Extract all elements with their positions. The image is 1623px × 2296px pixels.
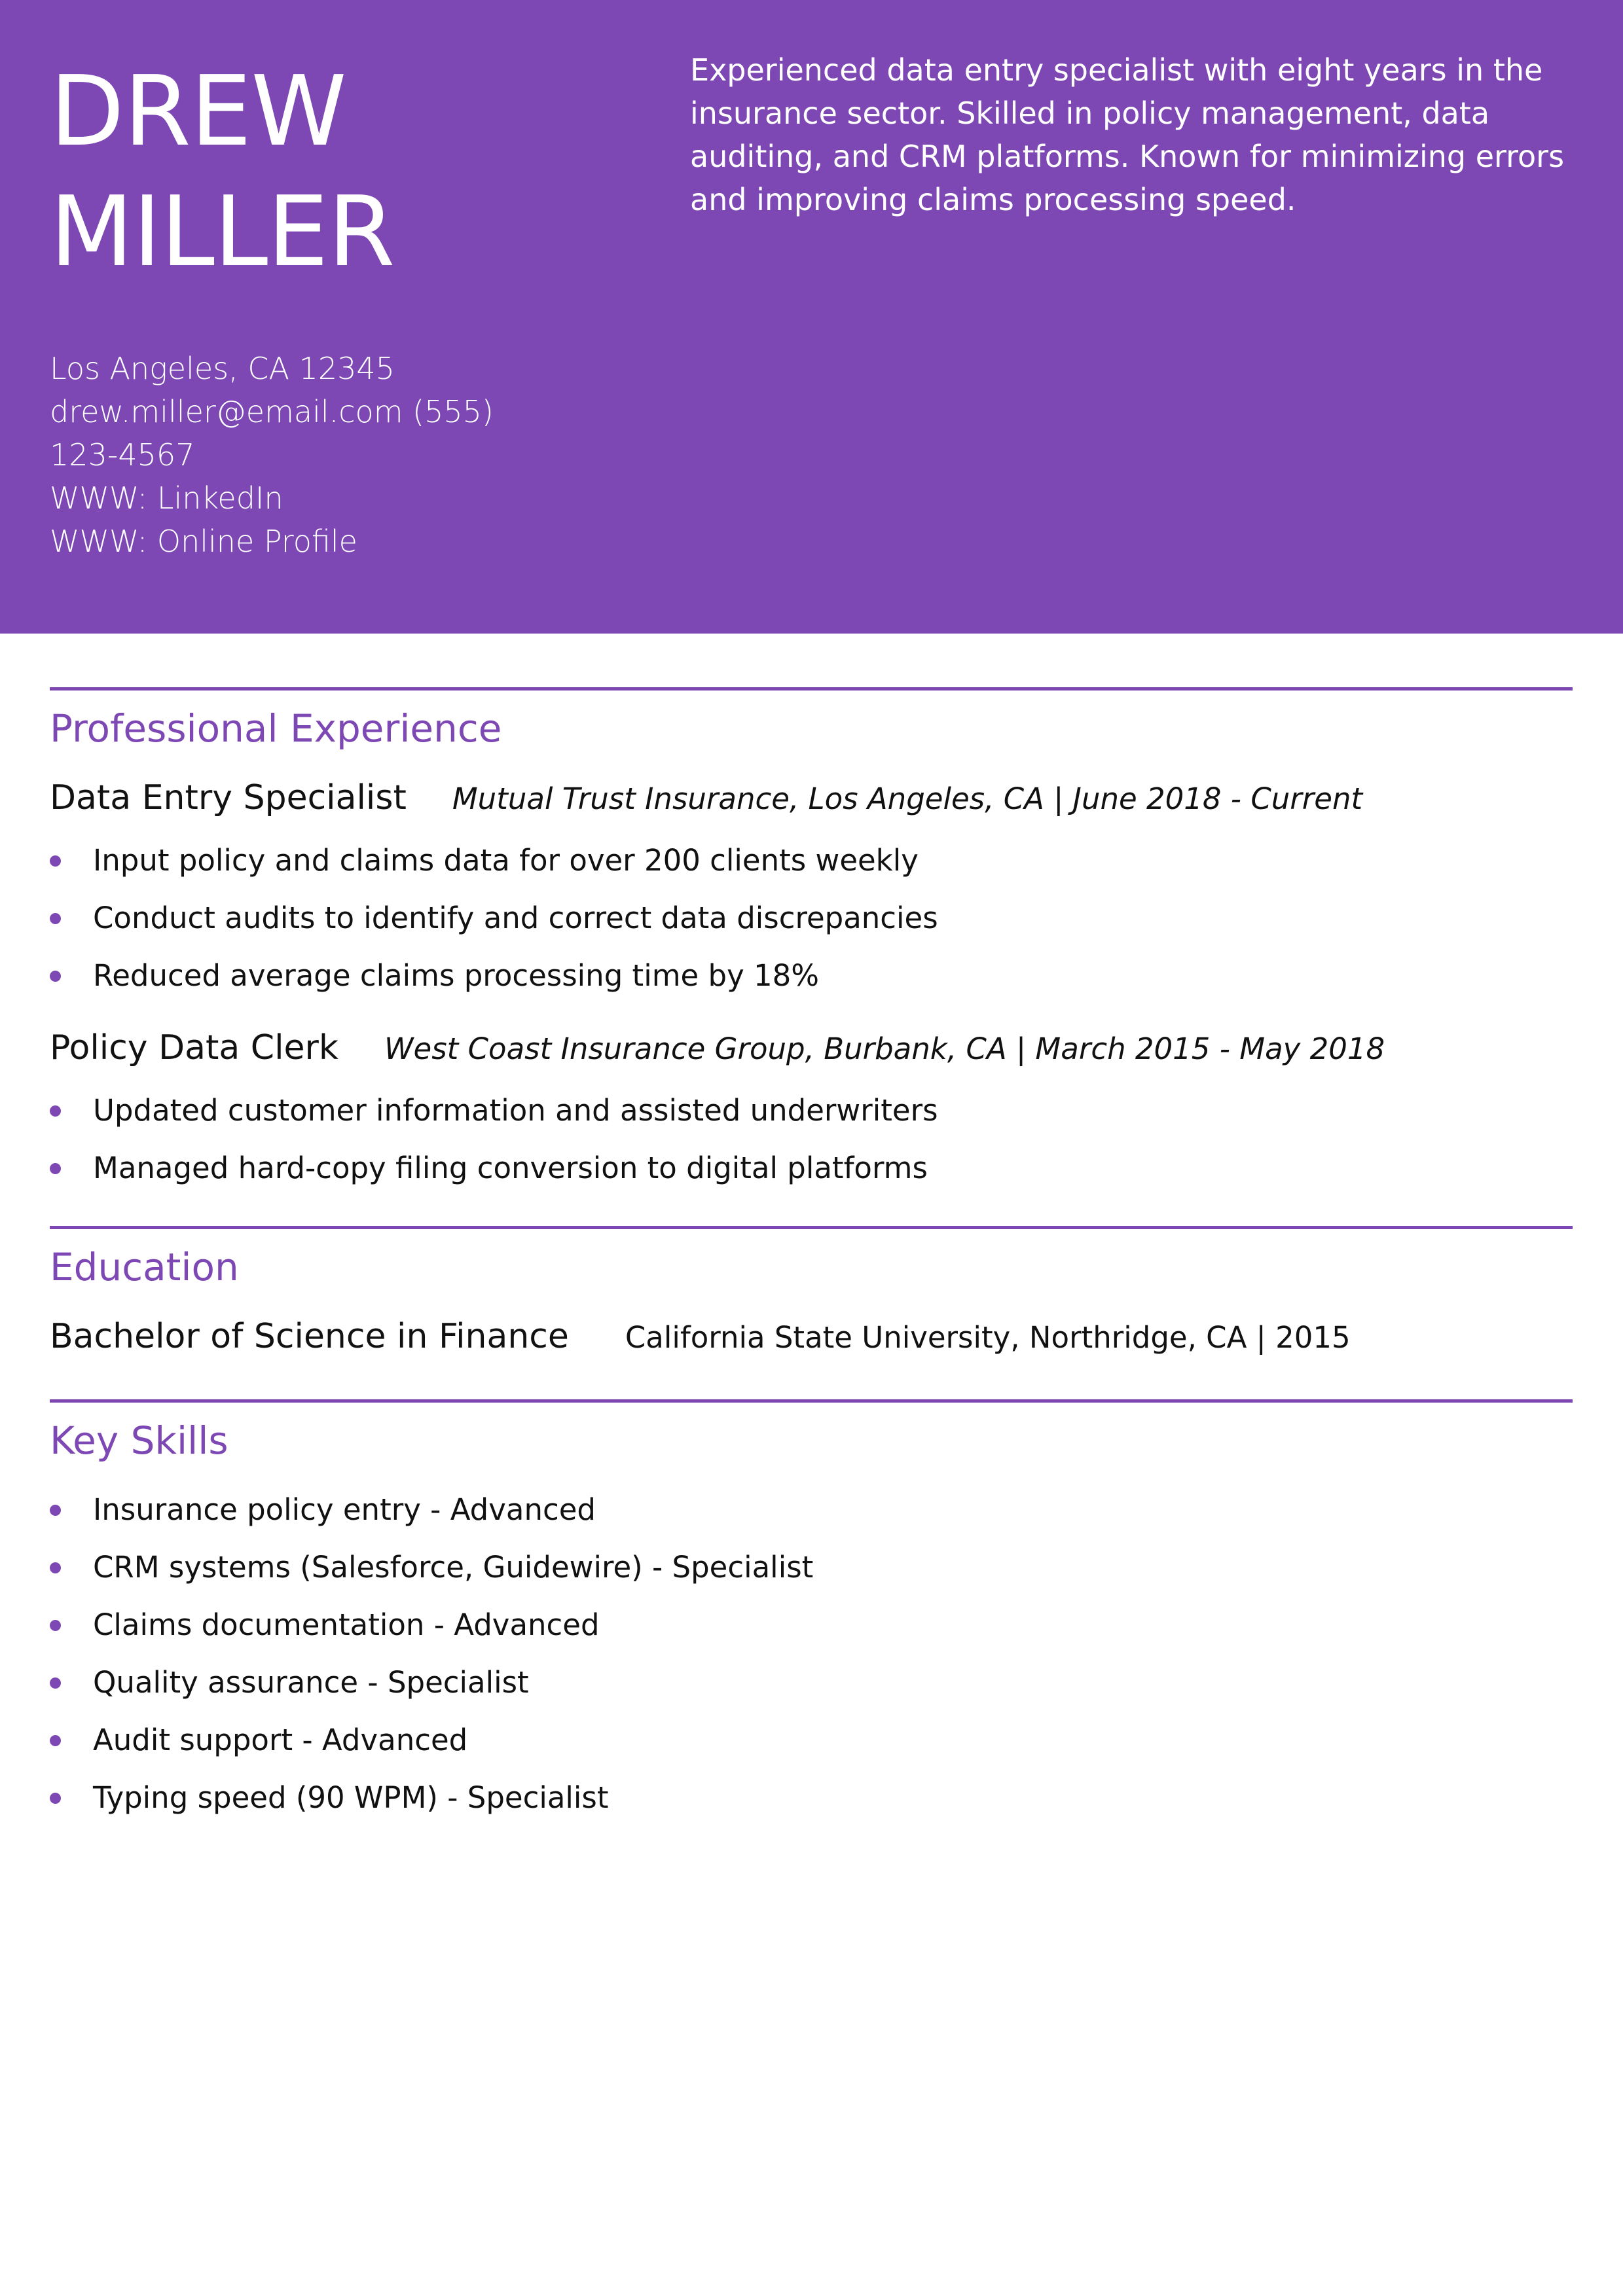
list-item [50, 1481, 1573, 1539]
school-info: California State University, Northridge, CA | 2015 [625, 1320, 1351, 1355]
list-item [50, 1654, 1573, 1712]
bullet-dot-icon [50, 1620, 61, 1631]
contact-info [50, 347, 521, 563]
experience-section [50, 687, 1573, 1197]
job-title: Data Entry Specialist [50, 778, 407, 817]
last-name: MILLER [50, 175, 395, 288]
job-entry [50, 774, 1573, 1005]
skills-section [50, 1399, 1573, 1827]
candidate-name [50, 51, 395, 292]
bullet-text: Updated customer information and assisted underwriters [93, 1093, 938, 1128]
education-entry [50, 1313, 1573, 1361]
section-title-experience: Professional Experience [50, 706, 502, 751]
job-entry [50, 1024, 1573, 1197]
bullet-text: Input policy and claims data for over 200 clients weekly [93, 843, 919, 878]
bullet-dot-icon [50, 1562, 61, 1573]
skill-text: CRM systems (Salesforce, Guidewire) - Specialist [93, 1550, 814, 1585]
job-header [50, 1024, 1573, 1073]
skill-text: Quality assurance - Specialist [93, 1665, 529, 1700]
job-bullets [50, 1082, 1573, 1197]
resume-header [0, 0, 1623, 634]
list-item [50, 1712, 1573, 1769]
job-company-dates: West Coast Insurance Group, Burbank, CA | March 2015 - May 2018 [384, 1031, 1385, 1066]
bullet-text: Reduced average claims processing time by 18% [93, 958, 820, 993]
skill-text: Claims documentation - Advanced [93, 1607, 600, 1642]
bullet-dot-icon [50, 1105, 61, 1117]
bullet-text: Conduct audits to identify and correct data discrepancies [93, 901, 938, 935]
bullet-dot-icon [50, 913, 61, 924]
bullet-dot-icon [50, 1735, 61, 1746]
job-title: Policy Data Clerk [50, 1028, 339, 1067]
bullet-dot-icon [50, 1163, 61, 1174]
section-title-skills: Key Skills [50, 1418, 228, 1463]
bullet-dot-icon [50, 1793, 61, 1804]
degree: Bachelor of Science in Finance [50, 1317, 569, 1356]
list-item [50, 832, 1573, 889]
list-item [50, 1539, 1573, 1596]
bullet-text: Managed hard-copy filing conversion to digital platforms [93, 1151, 928, 1185]
list-item [50, 1082, 1573, 1139]
bullet-dot-icon [50, 971, 61, 982]
skills-list [50, 1481, 1573, 1827]
linkedin-link[interactable]: WWW: LinkedIn [50, 480, 283, 516]
skill-text: Typing speed (90 WPM) - Specialist [93, 1780, 609, 1815]
bullet-dot-icon [50, 1677, 61, 1689]
list-item [50, 1769, 1573, 1827]
online-profile-link[interactable]: WWW: Online Profile [50, 524, 357, 559]
first-name: DREW [50, 55, 346, 168]
job-header [50, 774, 1573, 823]
list-item [50, 889, 1573, 947]
section-title-education: Education [50, 1245, 239, 1289]
resume-body [50, 687, 1573, 1827]
list-item [50, 1596, 1573, 1654]
professional-summary: Experienced data entry specialist with eight years in the insurance sector. Skilled in policy management, data auditing, and CRM platforms. Known for minimizing errors and improving claims processing speed. [690, 52, 1565, 217]
contact-email-phone[interactable]: drew.miller@email.com (555) [50, 394, 494, 429]
list-item [50, 1139, 1573, 1197]
job-bullets [50, 832, 1573, 1005]
bullet-dot-icon [50, 855, 61, 867]
contact-phone-continued: 123-4567 [50, 437, 195, 473]
bullet-dot-icon [50, 1505, 61, 1516]
skill-text: Audit support - Advanced [93, 1723, 468, 1757]
contact-address: Los Angeles, CA 12345 [50, 351, 395, 386]
job-company-dates: Mutual Trust Insurance, Los Angeles, CA | June 2018 - Current [452, 781, 1363, 816]
list-item [50, 947, 1573, 1005]
education-section [50, 1226, 1573, 1361]
skill-text: Insurance policy entry - Advanced [93, 1492, 596, 1527]
